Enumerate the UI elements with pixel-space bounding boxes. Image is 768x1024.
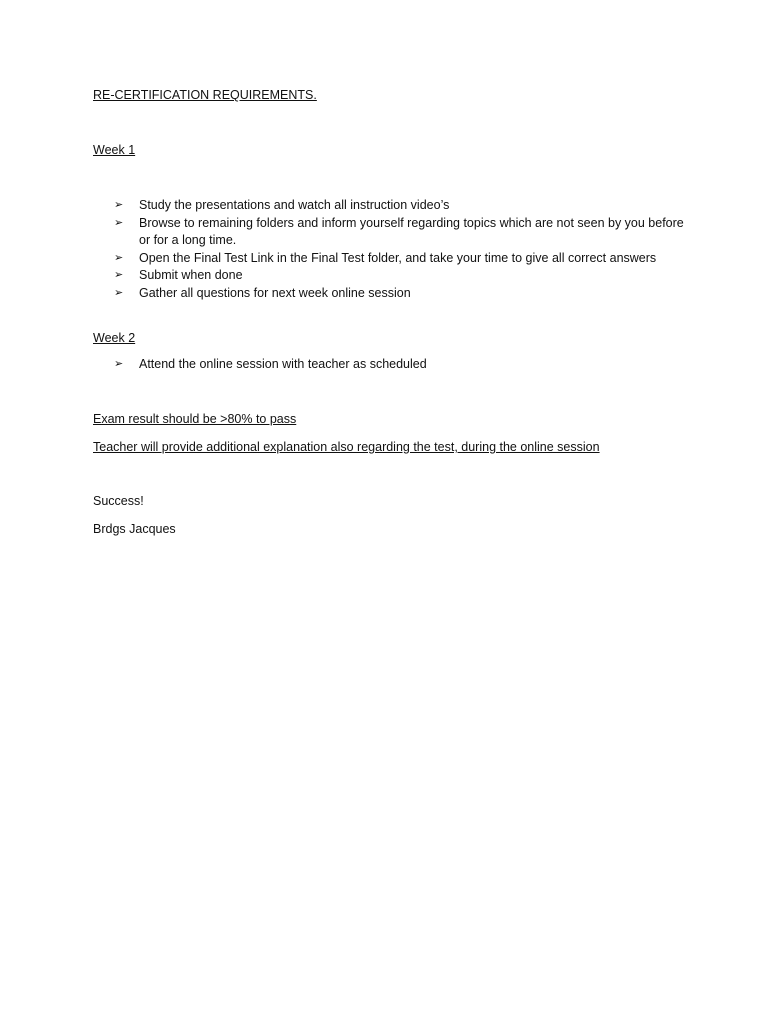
list-item: ➢ Gather all questions for next week online session: [114, 285, 684, 303]
week2-heading: Week 2: [93, 331, 136, 345]
document-title: RE-CERTIFICATION REQUIREMENTS.: [93, 88, 317, 102]
signature: Brdgs Jacques: [93, 522, 176, 536]
arrowhead-bullet-icon: ➢: [114, 286, 124, 299]
arrowhead-bullet-icon: ➢: [114, 358, 124, 370]
list-item: ➢ Study the presentations and watch all instruction video’s: [114, 197, 684, 215]
arrowhead-bullet-icon: ➢: [114, 251, 124, 264]
closing-text: Success!: [93, 494, 144, 508]
list-item: ➢ Open the Final Test Link in the Final Test folder, and take your time to give all correct answers: [114, 250, 684, 268]
week2-task-list: [114, 356, 684, 374]
list-item: ➢ Browse to remaining folders and inform yourself regarding topics which are not seen by you before or for a long time.: [114, 215, 684, 247]
week1-task-list: [114, 197, 684, 302]
list-item: ➢ Submit when done: [114, 267, 684, 285]
list-item: ➢ Attend the online session with teacher as scheduled: [114, 356, 684, 374]
arrowhead-bullet-icon: ➢: [114, 216, 124, 229]
week1-heading: Week 1: [93, 143, 136, 157]
teacher-explanation-note: Teacher will provide additional explanation also regarding the test, during the online session: [93, 440, 600, 454]
exam-pass-note: Exam result should be >80% to pass: [93, 412, 297, 426]
arrowhead-bullet-icon: ➢: [114, 199, 124, 211]
arrowhead-bullet-icon: ➢: [114, 269, 124, 281]
